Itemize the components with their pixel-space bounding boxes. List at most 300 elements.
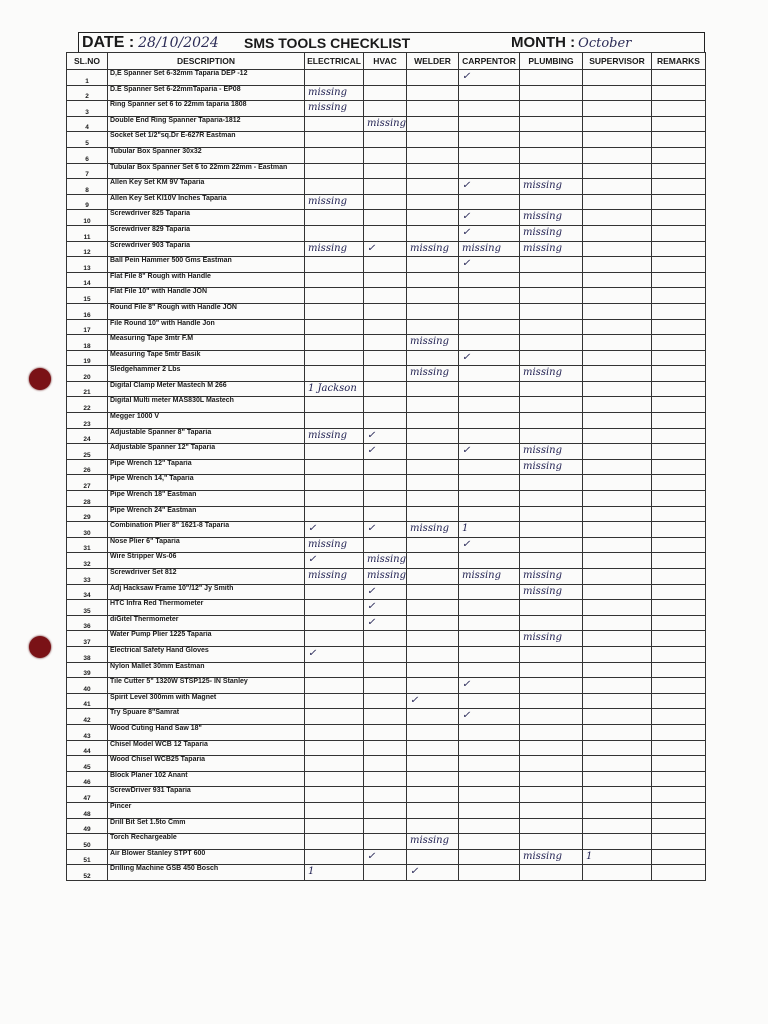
cell-no: 10 — [67, 210, 108, 226]
cell-carpentor — [459, 693, 520, 709]
cell-supervisor — [583, 771, 652, 787]
cell-hvac — [364, 194, 407, 210]
cell-supervisor — [583, 506, 652, 522]
cell-electrical — [305, 288, 364, 304]
cell-desc: Chisel Model WCB 12 Taparia — [108, 740, 305, 756]
cell-supervisor — [583, 444, 652, 460]
cell-no: 15 — [67, 288, 108, 304]
cell-remarks — [652, 818, 706, 834]
cell-welder — [407, 631, 459, 647]
table-row — [67, 802, 706, 818]
cell-no: 50 — [67, 834, 108, 850]
cell-electrical — [305, 631, 364, 647]
cell-supervisor — [583, 210, 652, 226]
cell-welder — [407, 303, 459, 319]
cell-hvac — [364, 210, 407, 226]
cell-carpentor: ✓ — [459, 210, 520, 226]
cell-no: 36 — [67, 615, 108, 631]
cell-no: 21 — [67, 381, 108, 397]
cell-no: 23 — [67, 413, 108, 429]
cell-welder — [407, 491, 459, 507]
cell-plumbing: missing — [520, 241, 583, 257]
cell-desc: Round File 8" Rough with Handle JON — [108, 303, 305, 319]
cell-plumbing — [520, 132, 583, 148]
cell-desc: Double End Ring Spanner Taparia-1812 — [108, 116, 305, 132]
cell-remarks — [652, 319, 706, 335]
cell-electrical — [305, 740, 364, 756]
cell-desc: Measuring Tape 3mtr F.M — [108, 335, 305, 351]
cell-welder — [407, 506, 459, 522]
cell-welder: ✓ — [407, 693, 459, 709]
cell-remarks — [652, 724, 706, 740]
cell-carpentor — [459, 85, 520, 101]
cell-welder — [407, 740, 459, 756]
cell-supervisor — [583, 397, 652, 413]
table-row — [67, 225, 706, 241]
cell-welder — [407, 350, 459, 366]
cell-welder — [407, 756, 459, 772]
cell-hvac — [364, 740, 407, 756]
cell-welder — [407, 397, 459, 413]
table-row — [67, 646, 706, 662]
col-header-carpentor: CARPENTOR — [459, 53, 520, 70]
cell-no: 45 — [67, 756, 108, 772]
cell-no: 39 — [67, 662, 108, 678]
cell-desc: Flat File 10" with Handle JON — [108, 288, 305, 304]
cell-electrical — [305, 678, 364, 694]
cell-carpentor: ✓ — [459, 257, 520, 273]
cell-no: 8 — [67, 179, 108, 195]
cell-hvac — [364, 381, 407, 397]
cell-no: 7 — [67, 163, 108, 179]
table-row — [67, 693, 706, 709]
table-row — [67, 615, 706, 631]
cell-no: 17 — [67, 319, 108, 335]
cell-no: 52 — [67, 865, 108, 881]
cell-no: 13 — [67, 257, 108, 273]
sheet-header — [78, 32, 705, 52]
cell-electrical: ✓ — [305, 553, 364, 569]
cell-plumbing — [520, 646, 583, 662]
cell-remarks — [652, 116, 706, 132]
cell-plumbing: missing — [520, 631, 583, 647]
cell-desc: Block Planer 102 Anant — [108, 771, 305, 787]
cell-desc: Measuring Tape 5mtr Basik — [108, 350, 305, 366]
cell-carpentor — [459, 491, 520, 507]
cell-carpentor — [459, 615, 520, 631]
cell-carpentor — [459, 194, 520, 210]
cell-hvac: missing — [364, 116, 407, 132]
cell-plumbing — [520, 319, 583, 335]
cell-no: 24 — [67, 428, 108, 444]
col-header-electrical: ELECTRICAL — [305, 53, 364, 70]
table-row — [67, 631, 706, 647]
cell-welder — [407, 646, 459, 662]
cell-carpentor: ✓ — [459, 678, 520, 694]
cell-carpentor — [459, 802, 520, 818]
cell-no: 4 — [67, 116, 108, 132]
cell-desc: Allen Key Set KI10V Inches Taparia — [108, 194, 305, 210]
cell-supervisor — [583, 678, 652, 694]
cell-hvac — [364, 491, 407, 507]
cell-carpentor — [459, 834, 520, 850]
cell-plumbing — [520, 771, 583, 787]
cell-plumbing: missing — [520, 444, 583, 460]
cell-hvac — [364, 272, 407, 288]
cell-desc: Pipe Wrench 12" Taparia — [108, 459, 305, 475]
cell-desc: Pipe Wrench 18" Eastman — [108, 491, 305, 507]
cell-electrical — [305, 350, 364, 366]
cell-hvac — [364, 303, 407, 319]
cell-welder — [407, 85, 459, 101]
cell-remarks — [652, 428, 706, 444]
col-header-supervisor: SUPERVISOR — [583, 53, 652, 70]
cell-desc: Socket Set 1/2"sq.Dr E-627R Eastman — [108, 132, 305, 148]
cell-supervisor — [583, 787, 652, 803]
cell-no: 11 — [67, 225, 108, 241]
cell-plumbing: missing — [520, 225, 583, 241]
cell-remarks — [652, 210, 706, 226]
table-row — [67, 553, 706, 569]
cell-electrical — [305, 491, 364, 507]
cell-remarks — [652, 101, 706, 117]
cell-remarks — [652, 537, 706, 553]
cell-plumbing — [520, 257, 583, 273]
cell-welder — [407, 724, 459, 740]
cell-welder — [407, 569, 459, 585]
table-header-row — [67, 53, 706, 70]
table-row — [67, 147, 706, 163]
cell-hvac — [364, 179, 407, 195]
cell-carpentor: ✓ — [459, 537, 520, 553]
table-row — [67, 272, 706, 288]
cell-desc: Nylon Mallet 30mm Eastman — [108, 662, 305, 678]
cell-no: 41 — [67, 693, 108, 709]
cell-remarks — [652, 272, 706, 288]
cell-plumbing — [520, 101, 583, 117]
cell-welder: missing — [407, 834, 459, 850]
cell-electrical — [305, 225, 364, 241]
table-row — [67, 787, 706, 803]
cell-remarks — [652, 350, 706, 366]
cell-welder — [407, 319, 459, 335]
col-header-plumbing: PLUMBING — [520, 53, 583, 70]
date-field — [82, 34, 219, 52]
cell-carpentor: ✓ — [459, 179, 520, 195]
cell-no: 20 — [67, 366, 108, 382]
cell-no: 28 — [67, 491, 108, 507]
cell-carpentor — [459, 381, 520, 397]
cell-desc: Screwdriver 825 Taparia — [108, 210, 305, 226]
cell-electrical — [305, 397, 364, 413]
cell-supervisor — [583, 553, 652, 569]
cell-remarks — [652, 85, 706, 101]
cell-desc: Adjustable Spanner 12" Taparia — [108, 444, 305, 460]
cell-plumbing — [520, 147, 583, 163]
cell-remarks — [652, 787, 706, 803]
table-row — [67, 584, 706, 600]
cell-remarks — [652, 335, 706, 351]
cell-hvac — [364, 475, 407, 491]
cell-hvac — [364, 787, 407, 803]
cell-electrical — [305, 116, 364, 132]
table-row — [67, 85, 706, 101]
table-row — [67, 522, 706, 538]
cell-no: 35 — [67, 600, 108, 616]
cell-plumbing: missing — [520, 179, 583, 195]
cell-remarks — [652, 194, 706, 210]
cell-electrical — [305, 600, 364, 616]
cell-plumbing — [520, 303, 583, 319]
cell-supervisor — [583, 459, 652, 475]
cell-carpentor — [459, 397, 520, 413]
cell-remarks — [652, 865, 706, 881]
cell-no: 14 — [67, 272, 108, 288]
cell-welder — [407, 381, 459, 397]
table-row — [67, 537, 706, 553]
table-row — [67, 600, 706, 616]
cell-welder — [407, 101, 459, 117]
cell-supervisor — [583, 740, 652, 756]
cell-remarks — [652, 303, 706, 319]
cell-hvac — [364, 459, 407, 475]
cell-remarks — [652, 771, 706, 787]
cell-plumbing — [520, 522, 583, 538]
cell-welder — [407, 584, 459, 600]
cell-electrical — [305, 303, 364, 319]
cell-no: 32 — [67, 553, 108, 569]
cell-electrical: 1 — [305, 865, 364, 881]
cell-hvac: ✓ — [364, 849, 407, 865]
cell-carpentor — [459, 771, 520, 787]
cell-welder: missing — [407, 522, 459, 538]
cell-electrical: missing — [305, 101, 364, 117]
cell-remarks — [652, 506, 706, 522]
cell-remarks — [652, 802, 706, 818]
cell-hvac — [364, 132, 407, 148]
cell-carpentor — [459, 303, 520, 319]
cell-welder — [407, 179, 459, 195]
cell-carpentor: ✓ — [459, 70, 520, 86]
col-header-remarks: REMARKS — [652, 53, 706, 70]
cell-desc: Ring Spanner set 6 to 22mm taparia 1808 — [108, 101, 305, 117]
cell-welder — [407, 537, 459, 553]
col-header-description: DESCRIPTION — [108, 53, 305, 70]
cell-electrical: ✓ — [305, 522, 364, 538]
cell-electrical — [305, 210, 364, 226]
cell-plumbing: missing — [520, 210, 583, 226]
cell-hvac — [364, 85, 407, 101]
cell-electrical — [305, 506, 364, 522]
cell-no: 19 — [67, 350, 108, 366]
cell-no: 31 — [67, 537, 108, 553]
cell-electrical — [305, 709, 364, 725]
cell-remarks — [652, 225, 706, 241]
cell-electrical — [305, 756, 364, 772]
tools-checklist-table — [66, 52, 706, 881]
cell-plumbing — [520, 662, 583, 678]
cell-hvac: ✓ — [364, 615, 407, 631]
cell-desc: D.E Spanner Set 6-22mmTaparia - EP08 — [108, 85, 305, 101]
cell-carpentor: ✓ — [459, 350, 520, 366]
cell-carpentor — [459, 319, 520, 335]
cell-no: 30 — [67, 522, 108, 538]
cell-remarks — [652, 132, 706, 148]
table-row — [67, 818, 706, 834]
cell-supervisor — [583, 834, 652, 850]
cell-remarks — [652, 646, 706, 662]
table-row — [67, 834, 706, 850]
cell-no: 25 — [67, 444, 108, 460]
cell-carpentor — [459, 818, 520, 834]
cell-electrical — [305, 834, 364, 850]
cell-carpentor — [459, 787, 520, 803]
cell-supervisor — [583, 381, 652, 397]
cell-no: 5 — [67, 132, 108, 148]
cell-welder — [407, 709, 459, 725]
cell-hvac — [364, 662, 407, 678]
cell-welder — [407, 444, 459, 460]
cell-plumbing — [520, 194, 583, 210]
cell-hvac — [364, 865, 407, 881]
cell-supervisor — [583, 522, 652, 538]
cell-remarks — [652, 163, 706, 179]
cell-supervisor — [583, 303, 652, 319]
cell-hvac — [364, 101, 407, 117]
cell-plumbing — [520, 116, 583, 132]
cell-supervisor — [583, 225, 652, 241]
cell-desc: Wire Stripper Ws-06 — [108, 553, 305, 569]
cell-electrical — [305, 693, 364, 709]
cell-electrical — [305, 459, 364, 475]
cell-electrical: missing — [305, 194, 364, 210]
cell-no: 34 — [67, 584, 108, 600]
cell-hvac — [364, 319, 407, 335]
cell-supervisor — [583, 600, 652, 616]
cell-desc: Digital Clamp Meter Mastech M 266 — [108, 381, 305, 397]
table-row — [67, 350, 706, 366]
cell-desc: Electrical Safety Hand Gloves — [108, 646, 305, 662]
table-row — [67, 428, 706, 444]
cell-remarks — [652, 147, 706, 163]
cell-desc: Tubular Box Spanner Set 6 to 22mm 22mm - Eastman — [108, 163, 305, 179]
cell-desc: Pincer — [108, 802, 305, 818]
cell-plumbing — [520, 818, 583, 834]
cell-remarks — [652, 444, 706, 460]
cell-desc: diGitel Thermometer — [108, 615, 305, 631]
cell-hvac: ✓ — [364, 522, 407, 538]
cell-supervisor — [583, 631, 652, 647]
table-row — [67, 70, 706, 86]
cell-plumbing — [520, 335, 583, 351]
cell-remarks — [652, 849, 706, 865]
cell-desc: Drilling Machine GSB 450 Bosch — [108, 865, 305, 881]
cell-desc: Megger 1000 V — [108, 413, 305, 429]
table-row — [67, 366, 706, 382]
table-row — [67, 194, 706, 210]
table-row — [67, 459, 706, 475]
punch-hole-icon — [29, 636, 51, 658]
cell-hvac — [364, 288, 407, 304]
cell-supervisor — [583, 335, 652, 351]
cell-hvac — [364, 366, 407, 382]
table-row — [67, 257, 706, 273]
cell-carpentor — [459, 553, 520, 569]
cell-plumbing — [520, 288, 583, 304]
cell-electrical — [305, 413, 364, 429]
cell-welder — [407, 288, 459, 304]
cell-hvac: missing — [364, 569, 407, 585]
cell-hvac: ✓ — [364, 444, 407, 460]
cell-desc: Digital Multi meter MAS830L Mastech — [108, 397, 305, 413]
cell-supervisor — [583, 70, 652, 86]
cell-plumbing — [520, 678, 583, 694]
table-row — [67, 397, 706, 413]
cell-no: 40 — [67, 678, 108, 694]
cell-desc: Tubular Box Spanner 30x32 — [108, 147, 305, 163]
cell-hvac — [364, 771, 407, 787]
cell-desc: Wood Cuting Hand Saw 18" — [108, 724, 305, 740]
cell-welder — [407, 413, 459, 429]
cell-electrical — [305, 787, 364, 803]
table-row — [67, 319, 706, 335]
cell-hvac: ✓ — [364, 428, 407, 444]
cell-no: 47 — [67, 787, 108, 803]
cell-welder — [407, 116, 459, 132]
cell-remarks — [652, 740, 706, 756]
cell-plumbing — [520, 506, 583, 522]
cell-hvac — [364, 724, 407, 740]
cell-supervisor — [583, 147, 652, 163]
cell-welder: missing — [407, 366, 459, 382]
cell-hvac — [364, 818, 407, 834]
cell-welder — [407, 210, 459, 226]
cell-no: 46 — [67, 771, 108, 787]
cell-plumbing — [520, 802, 583, 818]
cell-carpentor — [459, 116, 520, 132]
cell-supervisor — [583, 428, 652, 444]
cell-hvac: ✓ — [364, 600, 407, 616]
cell-hvac — [364, 147, 407, 163]
cell-welder — [407, 553, 459, 569]
cell-desc: Combination Plier 8" 1621-8 Taparia — [108, 522, 305, 538]
cell-carpentor — [459, 163, 520, 179]
cell-plumbing — [520, 553, 583, 569]
cell-supervisor — [583, 288, 652, 304]
cell-plumbing — [520, 272, 583, 288]
cell-electrical: ✓ — [305, 646, 364, 662]
cell-carpentor: missing — [459, 241, 520, 257]
table-row — [67, 475, 706, 491]
cell-plumbing — [520, 709, 583, 725]
cell-remarks — [652, 709, 706, 725]
cell-hvac: ✓ — [364, 584, 407, 600]
cell-supervisor — [583, 865, 652, 881]
cell-desc: Drill Bit Set 1.5to Cmm — [108, 818, 305, 834]
cell-desc: Ball Pein Hammer 500 Gms Eastman — [108, 257, 305, 273]
cell-remarks — [652, 257, 706, 273]
cell-supervisor — [583, 569, 652, 585]
cell-electrical — [305, 132, 364, 148]
cell-carpentor — [459, 662, 520, 678]
cell-carpentor: 1 — [459, 522, 520, 538]
table-row — [67, 506, 706, 522]
cell-carpentor — [459, 646, 520, 662]
table-row — [67, 179, 706, 195]
cell-hvac — [364, 646, 407, 662]
cell-welder — [407, 257, 459, 273]
cell-remarks — [652, 288, 706, 304]
